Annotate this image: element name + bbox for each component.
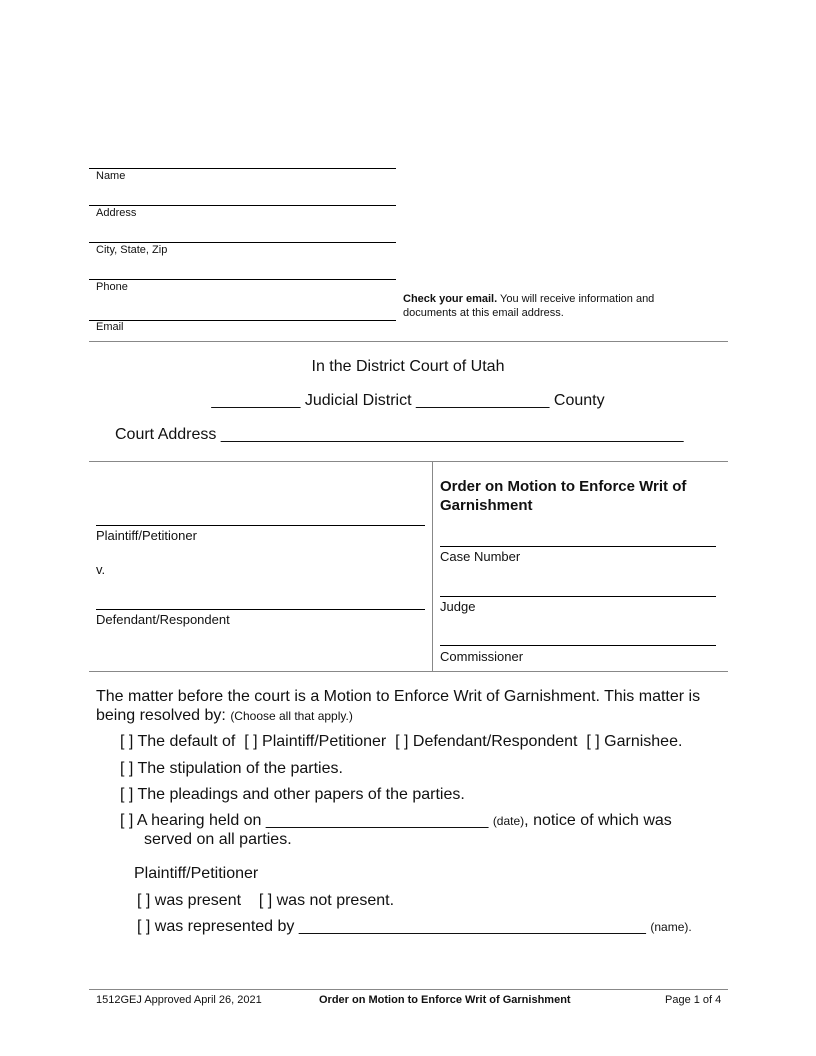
case-number-line [440,546,716,547]
stipulation-checkbox[interactable]: [ ] [120,760,134,777]
case-number-label: Case Number [440,549,521,564]
order-title: Order on Motion to Enforce Writ of Garnishment [440,478,687,514]
city-state-zip-label: City, State, Zip [96,244,168,256]
judge-line [440,596,716,597]
address-line [89,205,396,206]
commissioner-label: Commissioner [440,649,524,664]
default-plaintiff-checkbox[interactable]: [ ] Plaintiff/Petitioner [244,733,387,750]
commissioner-line [440,645,716,646]
option-stipulation: [ ] The stipulation of the parties. [120,760,343,777]
footer-page-number: Page 1 of 4 [665,994,722,1006]
default-checkbox[interactable]: [ ] [120,733,134,750]
option-pleadings: [ ] The pleadings and other papers of the parties. [120,786,465,803]
footer-form-id: 1512GEJ Approved April 26, 2021 [96,994,262,1006]
represented-checkbox[interactable]: [ ] was represented by _______________________________________ [137,918,646,935]
intro-line-2: being resolved by: (Choose all that apply.) [96,707,353,724]
intro-line-1: The matter before the court is a Motion to Enforce Writ of Garnishment. This matter is [96,688,701,705]
caption-bottom-border [89,671,728,672]
judge-label: Judge [440,599,476,614]
plaintiff-presence [137,892,394,910]
default-defendant-checkbox[interactable]: [ ] Defendant/Respondent [395,733,578,750]
plaintiff-line [96,525,425,526]
defendant-line [96,609,425,610]
option-default: [ ] The default of [ ] Plaintiff/Petitioner [ ] Defendant/Respondent [ ] Garnishee. [120,733,683,750]
court-address-line: Court Address ____________________________________________________ [115,426,684,443]
present-checkbox[interactable]: [ ] was present [137,892,242,909]
address-label: Address [96,207,137,219]
default-garnishee-checkbox[interactable]: [ ] Garnishee. [586,733,683,750]
versus-text: v. [96,562,106,577]
plaintiff-label: Plaintiff/Petitioner [96,528,197,543]
email-label: Email [96,321,124,333]
defendant-label: Defendant/Respondent [96,612,230,627]
phone-label: Phone [96,281,128,293]
name-label: Name [96,170,126,182]
phone-line [89,279,396,280]
footer-divider [89,989,728,990]
not-present-checkbox[interactable]: [ ] was not present. [258,892,395,909]
option-hearing: [ ] A hearing held on _________________________ (date), notice of which was [120,812,672,829]
footer-title: Order on Motion to Enforce Writ of Garnishment [319,994,571,1006]
judicial-district-line: __________ Judicial District _______________ County [211,392,605,409]
caption-top-border [89,461,728,462]
email-notice: Check your email. You will receive information and documents at this email address. [403,293,655,319]
plaintiff-represented: [ ] was represented by _______________________________________ (name). [137,918,692,935]
caption-divider [432,461,433,671]
hearing-line-2: served on all parties. [144,831,292,848]
plaintiff-section-heading: Plaintiff/Petitioner [134,865,259,882]
header-divider [89,341,728,342]
hearing-checkbox[interactable]: [ ] [120,812,134,829]
court-title: In the District Court of Utah [311,358,505,375]
pleadings-checkbox[interactable]: [ ] [120,786,134,803]
name-line [89,168,396,169]
email-line [89,320,396,321]
city-state-zip-line [89,242,396,243]
